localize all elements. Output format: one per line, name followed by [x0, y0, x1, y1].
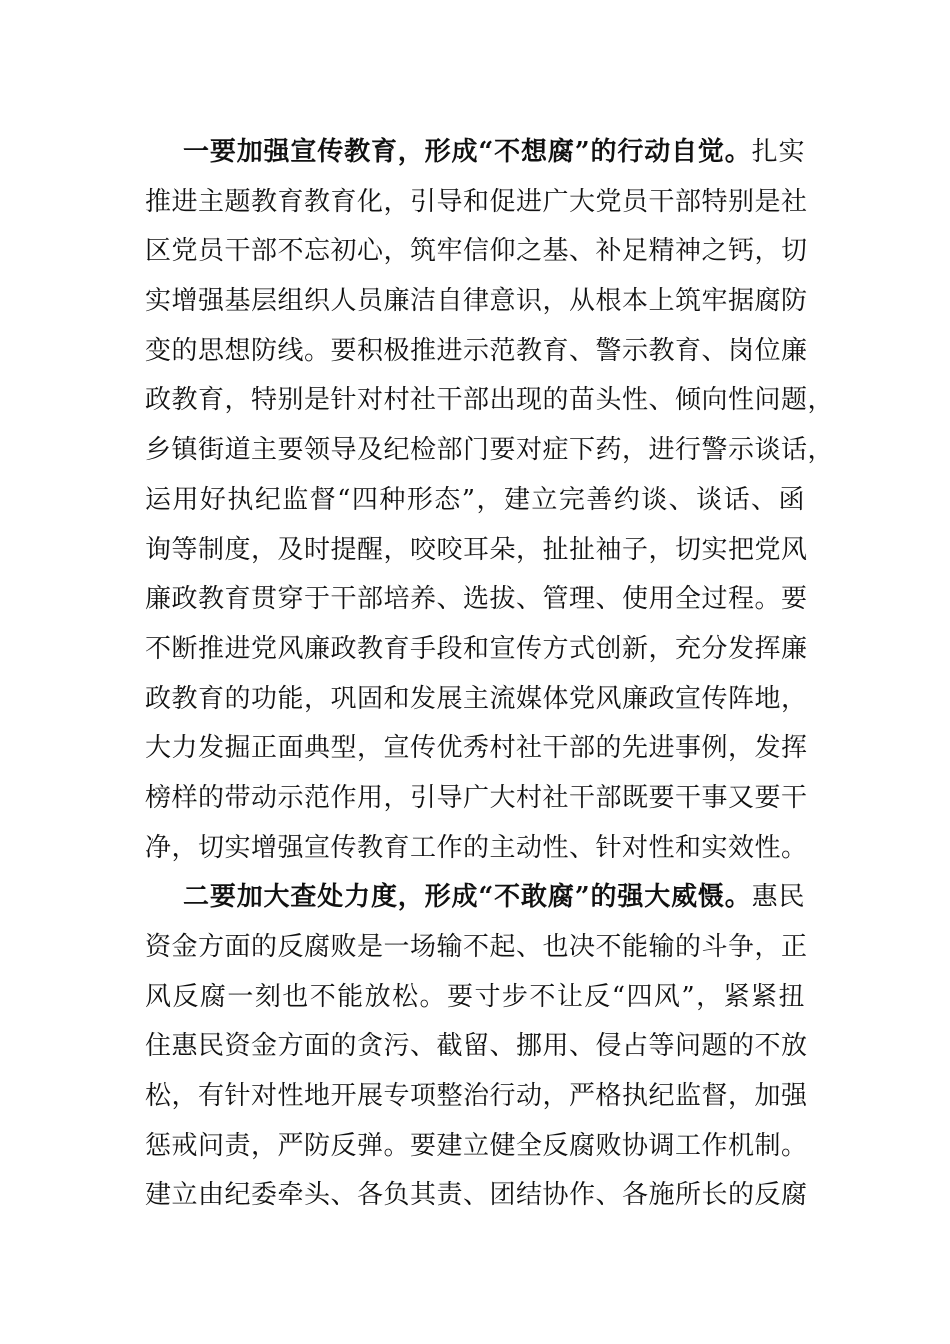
- paragraph-1-line-2: 推进主题教育教育化，引导和促进广大党员干部特别是社: [145, 186, 808, 217]
- paragraph-2-line-5: 松，有针对性地开展专项整治行动，严格执纪监督，加强: [145, 1081, 808, 1112]
- paragraph-1-line-14: 榜样的带动示范作用，引导广大村社干部既要干事又要干: [145, 782, 808, 813]
- paragraph-2-line-3: 风反腐一刻也不能放松。要寸步不让反“四风”，紧紧扭: [145, 981, 805, 1012]
- paragraph-2-line-4: 住惠民资金方面的贪污、截留、挪用、侵占等问题的不放: [145, 1031, 808, 1062]
- paragraph-2-line-2: 资金方面的反腐败是一场输不起、也决不能输的斗争，正: [145, 932, 808, 962]
- paragraph-2-text: 惠民: [751, 882, 805, 913]
- paragraph-1-line-5: 变的思想防线。要积极推进示范教育、警示教育、岗位廉: [145, 335, 808, 366]
- paragraph-1-line-1: [145, 128, 805, 178]
- paragraph-1-line-4: 实增强基层组织人员廉洁自律意识，从根本上筑牢据腐防: [145, 286, 808, 317]
- paragraph-1-line-6: 政教育，特别是针对村社干部出现的苗头性、倾向性问题，: [145, 385, 835, 416]
- paragraph-2-line-6: 惩戒问责，严防反弹。要建立健全反腐败协调工作机制。: [145, 1130, 808, 1161]
- paragraph-1-line-11: 不断推进党风廉政教育手段和宣传方式创新，充分发挥廉: [145, 633, 808, 664]
- paragraph-1-line-15: 净，切实增强宣传教育工作的主动性、针对性和实效性。: [145, 832, 808, 863]
- paragraph-1-text: 扎实: [751, 137, 805, 167]
- document-body: [145, 128, 835, 1221]
- paragraph-1-line-3: 区党员干部不忘初心，筑牢信仰之基、补足精神之钙，切: [145, 236, 808, 267]
- paragraph-1-line-8: 运用好执纪监督“四种形态”，建立完善约谈、谈话、函: [145, 484, 805, 515]
- paragraph-2-heading: 二要加大查处力度，形成“不敢腐”的强大威慑。: [183, 882, 752, 913]
- paragraph-1-line-12: 政教育的功能，巩固和发展主流媒体党风廉政宣传阵地，: [145, 683, 808, 714]
- paragraph-1-line-9: 询等制度，及时提醒，咬咬耳朵，扯扯袖子，切实把党风: [145, 534, 808, 565]
- paragraph-1-line-10: 廉政教育贯穿于干部培养、选拔、管理、使用全过程。要: [145, 584, 808, 615]
- paragraph-1-line-13: 大力发掘正面典型，宣传优秀村社干部的先进事例，发挥: [145, 733, 808, 764]
- paragraph-1-heading: 一要加强宣传教育，形成“不想腐”的行动自觉。: [183, 137, 752, 167]
- paragraph-2-line-7: 建立由纪委牵头、各负其责、团结协作、各施所长的反腐: [145, 1180, 808, 1211]
- paragraph-2-line-1: [145, 873, 805, 923]
- paragraph-1-line-7: 乡镇街道主要领导及纪检部门要对症下药，进行警示谈话，: [145, 435, 835, 466]
